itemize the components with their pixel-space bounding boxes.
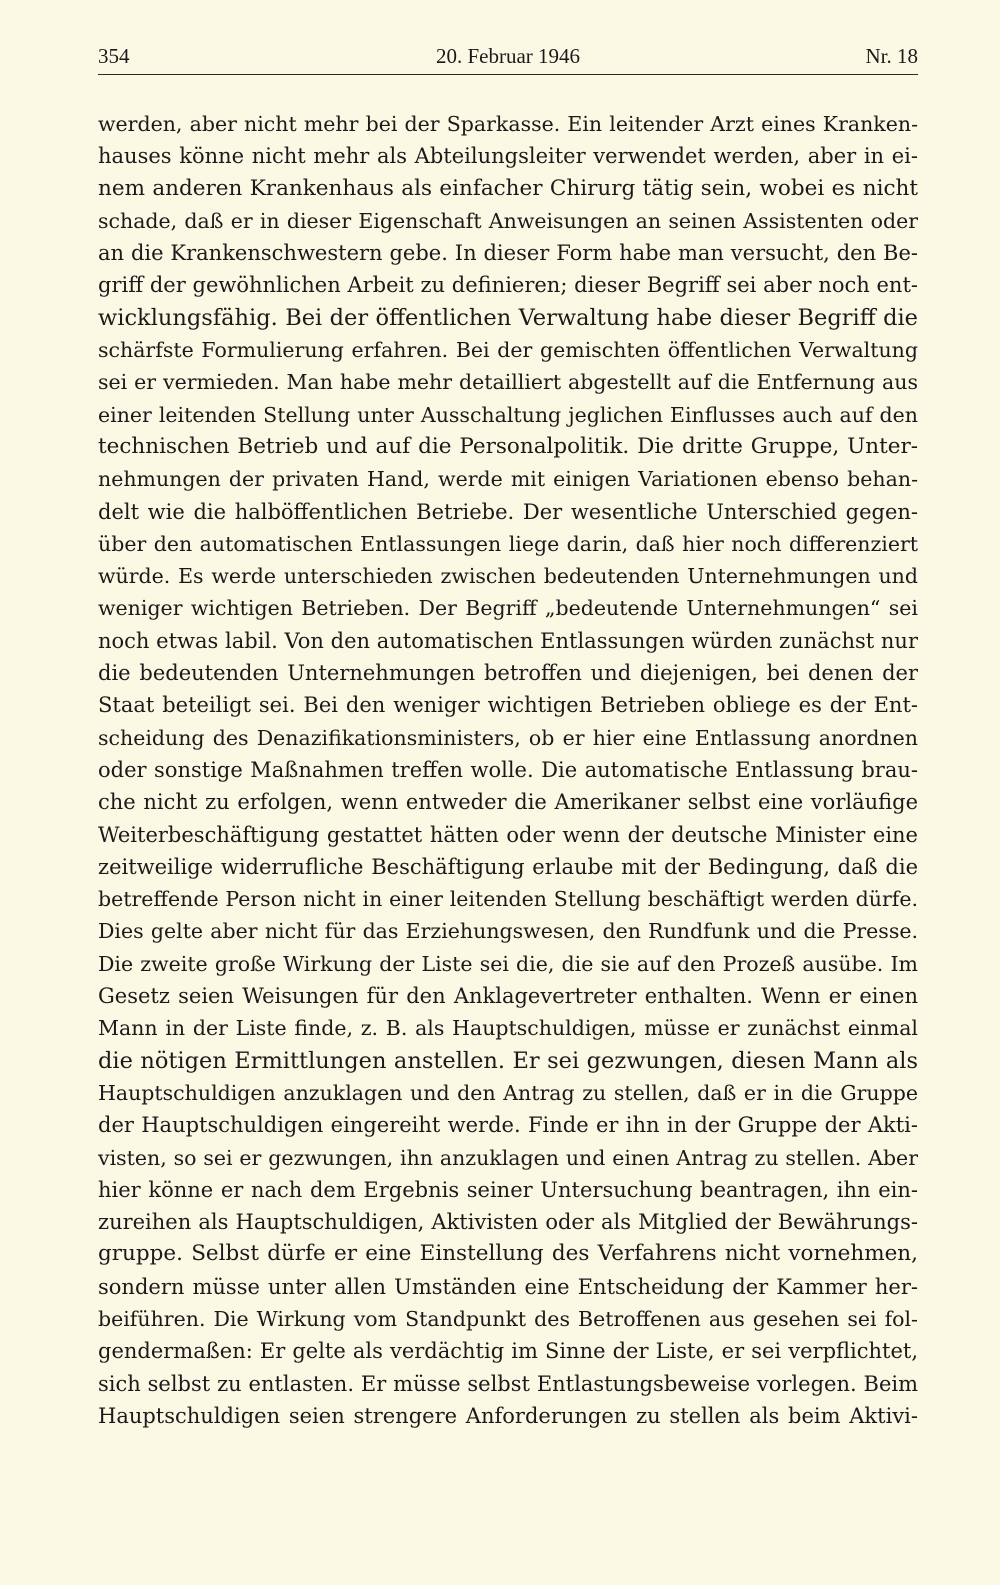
page-number: 354	[98, 44, 130, 68]
text-line: gendermaßen: Er gelte als verdächtig im Sinne der Liste, er sei verpflichtet,	[98, 1339, 918, 1364]
text-line: Staat beteiligt sei. Bei den weniger wichtigen Betrieben obliege es der Ent-	[98, 693, 918, 718]
text-line: zeitweilige widerrufliche Beschäftigung erlaube mit der Bedingung, daß die	[98, 854, 918, 879]
running-header	[98, 44, 918, 76]
text-line: an die Krankenschwestern gebe. In dieser Form habe man versucht, den Be-	[98, 241, 918, 266]
text-line: nem anderen Krankenhaus als einfacher Chirurg tätig sein, wobei es nicht	[98, 175, 918, 201]
text-line: über den automatischen Entlassungen liege darin, daß hier noch differenziert	[98, 531, 918, 556]
text-line: gruppe. Selbst dürfe er eine Einstellung des Verfahrens nicht vornehmen,	[98, 1241, 918, 1267]
text-line: schärfste Formulierung erfahren. Bei der gemischten öffentlichen Verwaltung	[98, 338, 918, 363]
document-number: Nr. 18	[865, 44, 918, 68]
text-line: zureihen als Hauptschuldigen, Aktivisten oder als Mitglied der Bewährungs-	[98, 1210, 918, 1235]
text-line: Weiterbeschäftigung gestattet hätten oder wenn der deutsche Minister eine	[98, 822, 918, 847]
text-line: die bedeutenden Unternehmungen betroffen und diejenigen, bei denen der	[98, 661, 918, 686]
text-line: würde. Es werde unterschieden zwischen bedeutenden Unternehmungen und	[98, 564, 918, 589]
text-line: nehmungen der privaten Hand, werde mit einigen Variationen ebenso behan-	[98, 467, 918, 492]
text-line: Hauptschuldigen anzuklagen und den Antrag zu stellen, daß er in die Gruppe	[98, 1080, 918, 1105]
text-line: visten, so sei er gezwungen, ihn anzuklagen und einen Antrag zu stellen. Aber	[98, 1145, 918, 1170]
text-line: die nötigen Ermittlungen anstellen. Er sei gezwungen, diesen Mann als	[98, 1047, 918, 1074]
running-title: 20. Februar 1946	[435, 44, 581, 68]
text-line: griff der gewöhnlichen Arbeit zu definieren; dieser Begriff sei aber noch ent-	[98, 273, 918, 298]
text-line: betreffende Person nicht in einer leitenden Stellung beschäftigt werden dürfe.	[98, 887, 918, 912]
text-line: technischen Betrieb und auf die Personalpolitik. Die dritte Gruppe, Unter-	[98, 433, 918, 459]
text-line: scheidung des Denazifikationsministers, ob er hier eine Entlassung anordnen	[98, 725, 918, 750]
body-text	[98, 108, 918, 1432]
text-line: der Hauptschuldigen eingereiht werde. Finde er ihn in der Gruppe der Akti-	[98, 1113, 918, 1138]
text-line: sich selbst zu entlasten. Er müsse selbst Entlastungsbeweise vorlegen. Beim	[98, 1371, 918, 1396]
text-line: oder sonstige Maßnahmen treffen wolle. Die automatische Entlassung brau-	[98, 757, 918, 782]
text-line: Mann in der Liste finde, z. B. als Hauptschuldigen, müsse er zunächst einmal	[98, 1016, 918, 1041]
text-line: beiführen. Die Wirkung vom Standpunkt des Betroffenen aus gesehen sei fol-	[98, 1306, 918, 1331]
text-line: wicklungsfähig. Bei der öffentlichen Verwaltung habe dieser Begriff die	[98, 304, 918, 331]
text-line: hauses könne nicht mehr als Abteilungsleiter verwendet werden, aber in ei-	[98, 144, 918, 169]
text-line: delt wie die halböffentlichen Betriebe. Der wesentliche Unterschied gegen-	[98, 499, 918, 524]
text-line: Die zweite große Wirkung der Liste sei die, die sie auf den Prozeß ausübe. Im	[98, 951, 918, 976]
text-line: hier könne er nach dem Ergebnis seiner Untersuchung beantragen, ihn ein-	[98, 1177, 918, 1202]
text-line: schade, daß er in dieser Eigenschaft Anweisungen an seinen Assistenten oder	[98, 208, 918, 233]
text-line: Hauptschuldigen seien strengere Anforderungen zu stellen als beim Aktivi-	[98, 1403, 918, 1428]
text-line: Gesetz seien Weisungen für den Anklagevertreter enthalten. Wenn er einen	[98, 984, 918, 1009]
text-line: werden, aber nicht mehr bei der Sparkasse. Ein leitender Arzt eines Kranken-	[98, 112, 918, 136]
text-line: noch etwas labil. Von den automatischen Entlassungen würden zunächst nur	[98, 628, 918, 653]
text-line: sondern müsse unter allen Umständen eine Entscheidung der Kammer her-	[98, 1274, 918, 1299]
text-line: einer leitenden Stellung unter Ausschaltung jeglichen Einflusses auch auf den	[98, 402, 918, 427]
text-line: Dies gelte aber nicht für das Erziehungswesen, den Rundfunk und die Presse.	[98, 919, 918, 944]
text-line: weniger wichtigen Betrieben. Der Begriff „bedeutende Unternehmungen“ sei	[98, 596, 918, 621]
text-line: che nicht zu erfolgen, wenn entweder die Amerikaner selbst eine vorläufige	[98, 790, 918, 815]
header-rule	[98, 74, 918, 75]
text-line: sei er vermieden. Man habe mehr detailliert abgestellt auf die Entfernung aus	[98, 370, 918, 395]
